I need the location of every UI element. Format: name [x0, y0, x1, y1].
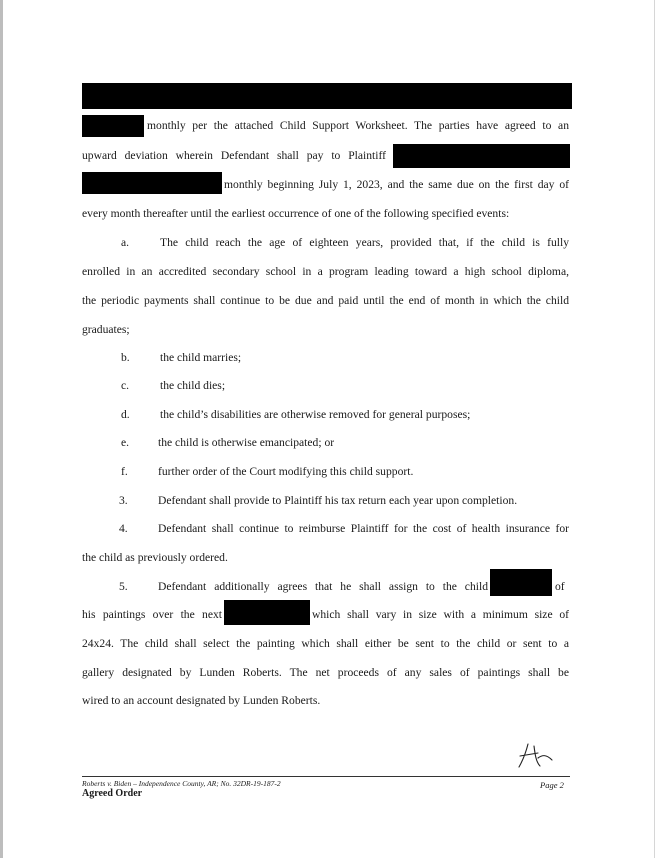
body-text-line: monthly per the attached Child Support Worksheet. The parties have agreed to an	[147, 119, 569, 132]
redaction-bar	[224, 600, 310, 625]
list-marker: b.	[121, 351, 130, 364]
list-marker: 5.	[119, 580, 128, 593]
list-item-text: further order of the Court modifying this child support.	[158, 465, 414, 478]
body-text-line: wired to an account designated by Lunden Roberts.	[82, 694, 321, 707]
list-marker: 3.	[119, 494, 128, 507]
list-item-text: The child reach the age of eighteen years, provided that, if the child is fully	[160, 236, 569, 249]
list-marker: c.	[121, 379, 130, 392]
footer-document-title: Agreed Order	[82, 788, 143, 799]
footer-rule	[82, 776, 570, 777]
footer-case-caption: Roberts v. Biden – Independence County, AR; No. 32DR-19-187-2	[82, 779, 281, 788]
redaction-bar	[82, 115, 144, 137]
signature-initials	[516, 740, 556, 770]
body-text-line: upward deviation wherein Defendant shall pay to Plaintiff	[82, 149, 386, 162]
list-item-text: the child marries;	[160, 351, 242, 364]
redaction-bar	[490, 569, 552, 596]
list-marker: e.	[121, 436, 130, 449]
body-text-line: the child as previously ordered.	[82, 551, 228, 564]
body-text-line: his paintings over the next	[82, 608, 222, 621]
body-text-line: of	[555, 580, 565, 593]
redaction-bar	[82, 172, 222, 194]
list-marker: 4.	[119, 522, 128, 535]
list-item-text: the child is otherwise emancipated; or	[158, 436, 335, 449]
body-text-line: every month thereafter until the earliest occurrence of one of the following specified events:	[82, 207, 510, 220]
body-text-line: gallery designated by Lunden Roberts. The net proceeds of any sales of paintings shall be	[82, 666, 569, 679]
list-marker: a.	[121, 236, 130, 249]
body-text-line: monthly beginning July 1, 2023, and the same due on the first day of	[224, 178, 569, 191]
scan-edge	[654, 0, 655, 858]
list-item-text: Defendant shall continue to reimburse Plaintiff for the cost of health insurance for	[158, 522, 569, 535]
list-marker: f.	[121, 465, 128, 478]
body-text-line: the periodic payments shall continue to be due and paid until the end of month in which the child	[82, 294, 569, 307]
body-text-line: which shall vary in size with a minimum size of	[312, 608, 569, 621]
page-number: Page 2	[540, 780, 564, 790]
list-item-text: Defendant additionally agrees that he shall assign to the child	[158, 580, 488, 593]
list-marker: d.	[121, 408, 130, 421]
body-text-line: 24x24. The child shall select the painting which shall either be sent to the child or sent to a	[82, 637, 569, 650]
list-item-text: Defendant shall provide to Plaintiff his tax return each year upon completion.	[158, 494, 518, 507]
body-text-line: graduates;	[82, 323, 130, 336]
redaction-bar	[82, 83, 572, 109]
list-item-text: the child dies;	[160, 379, 226, 392]
scan-edge	[0, 0, 3, 858]
body-text-line: enrolled in an accredited secondary school in a program leading toward a high school diploma,	[82, 265, 569, 278]
list-item-text: the child’s disabilities are otherwise removed for general purposes;	[160, 408, 471, 421]
redaction-bar	[393, 144, 570, 168]
